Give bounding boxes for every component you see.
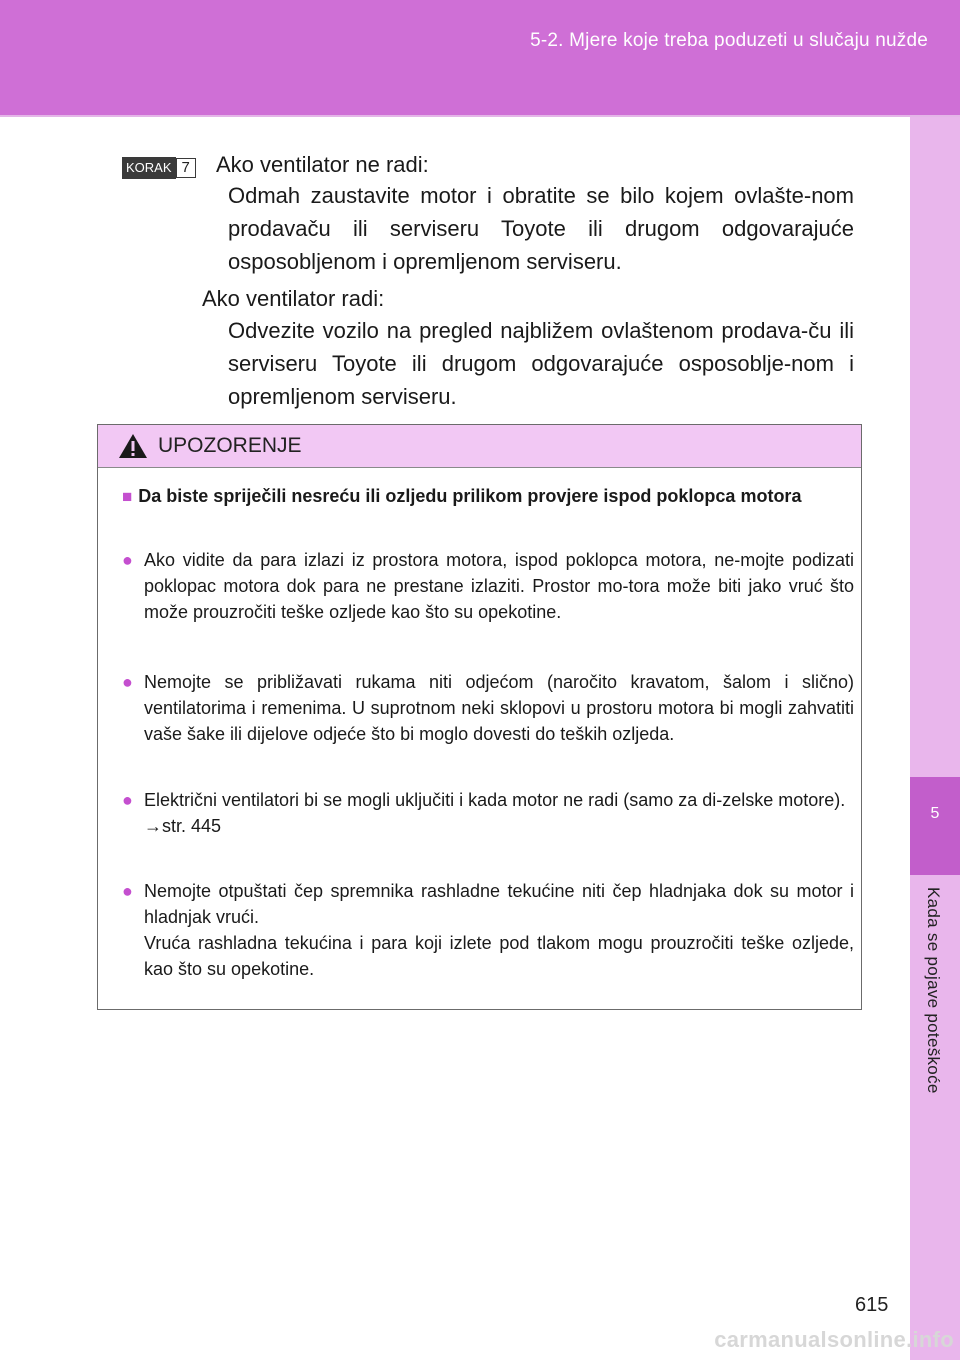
warning-item — [122, 878, 854, 982]
section-title: 5-2. Mjere koje treba poduzeti u slučaju nužde — [530, 30, 928, 51]
header-bar — [0, 0, 960, 115]
step-badge — [122, 148, 196, 181]
warning-box — [97, 424, 862, 1010]
bullet-dot-icon: ● — [122, 672, 133, 692]
warning-item-text: Ako vidite da para izlazi iz prostora motora, ispod poklopca motora, ne-mojte podizati poklopac motora dok para ne prestane izlaziti. Prostor mo-tora može biti jako vruć što može prouzročiti teške ozljede kao što su opekotine. — [144, 550, 854, 622]
warning-title: UPOZORENJE — [158, 434, 302, 457]
warning-item-extra: Vruća rashladna tekućina i para koji izlete pod tlakom mogu prouzročiti teške ozljede, kao što su opekotine. — [144, 933, 854, 979]
condition-fan-not-working: Ako ventilator ne radi: — [216, 152, 429, 177]
chapter-sidebar — [910, 117, 960, 1360]
header-divider — [0, 115, 960, 117]
warning-item — [122, 787, 854, 839]
warning-item-text: Nemojte se približavati rukama niti odjećom (naročito kravatom, šalom i slično) ventilatorima i remenima. U suprotnom neki sklopovi u prostoru motora bi mogli zahvatiti vaše šake ili dijelove odjeće što bi moglo dovesti do teških ozljeda. — [144, 672, 854, 744]
warning-item-text: Električni ventilatori bi se mogli uključiti i kada motor ne radi (samo za di-zelske motore). — [144, 790, 846, 810]
bullet-dot-icon: ● — [122, 881, 133, 901]
chapter-label: Kada se pojave poteškoće — [924, 887, 943, 1094]
page-number: 615 — [855, 1294, 889, 1316]
step-badge-number: 7 — [176, 158, 196, 178]
condition-fan-working: Ako ventilator radi: — [202, 286, 385, 311]
step-badge-label: KORAK — [122, 157, 176, 179]
chapter-tab[interactable] — [910, 777, 960, 875]
instruction-fan-working: Odvezite vozilo na pregled najbližem ovlaštenom prodava-ču ili serviseru Toyote ili drugom odgovarajuće osposoblje-nom i opremljenom serviseru. — [228, 318, 854, 409]
page-reference[interactable]: →str. 445 — [144, 816, 222, 836]
warning-item — [122, 669, 854, 747]
warning-heading-text: Da biste spriječili nesreću ili ozljedu prilikom provjere ispod poklopca motora — [138, 486, 802, 506]
chapter-number: 5 — [930, 805, 940, 822]
warning-triangle-icon — [118, 433, 148, 459]
square-bullet-icon: ■ — [122, 487, 133, 506]
warning-item — [122, 547, 854, 625]
bullet-dot-icon: ● — [122, 790, 133, 810]
bullet-dot-icon: ● — [122, 550, 133, 570]
warning-header — [98, 425, 861, 468]
watermark: carmanualsonline.info — [714, 1327, 954, 1352]
warning-item-text: Nemojte otpuštati čep spremnika rashladne tekućine niti čep hladnjaka dok su motor i hladnjak vrući. — [144, 881, 854, 927]
warning-heading — [122, 483, 854, 510]
instruction-fan-not-working: Odmah zaustavite motor i obratite se bilo kojem ovlašte-nom prodavaču ili serviseru Toyote ili drugom odgovarajuće osposobljenom i opremljenom serviseru. — [228, 183, 854, 274]
